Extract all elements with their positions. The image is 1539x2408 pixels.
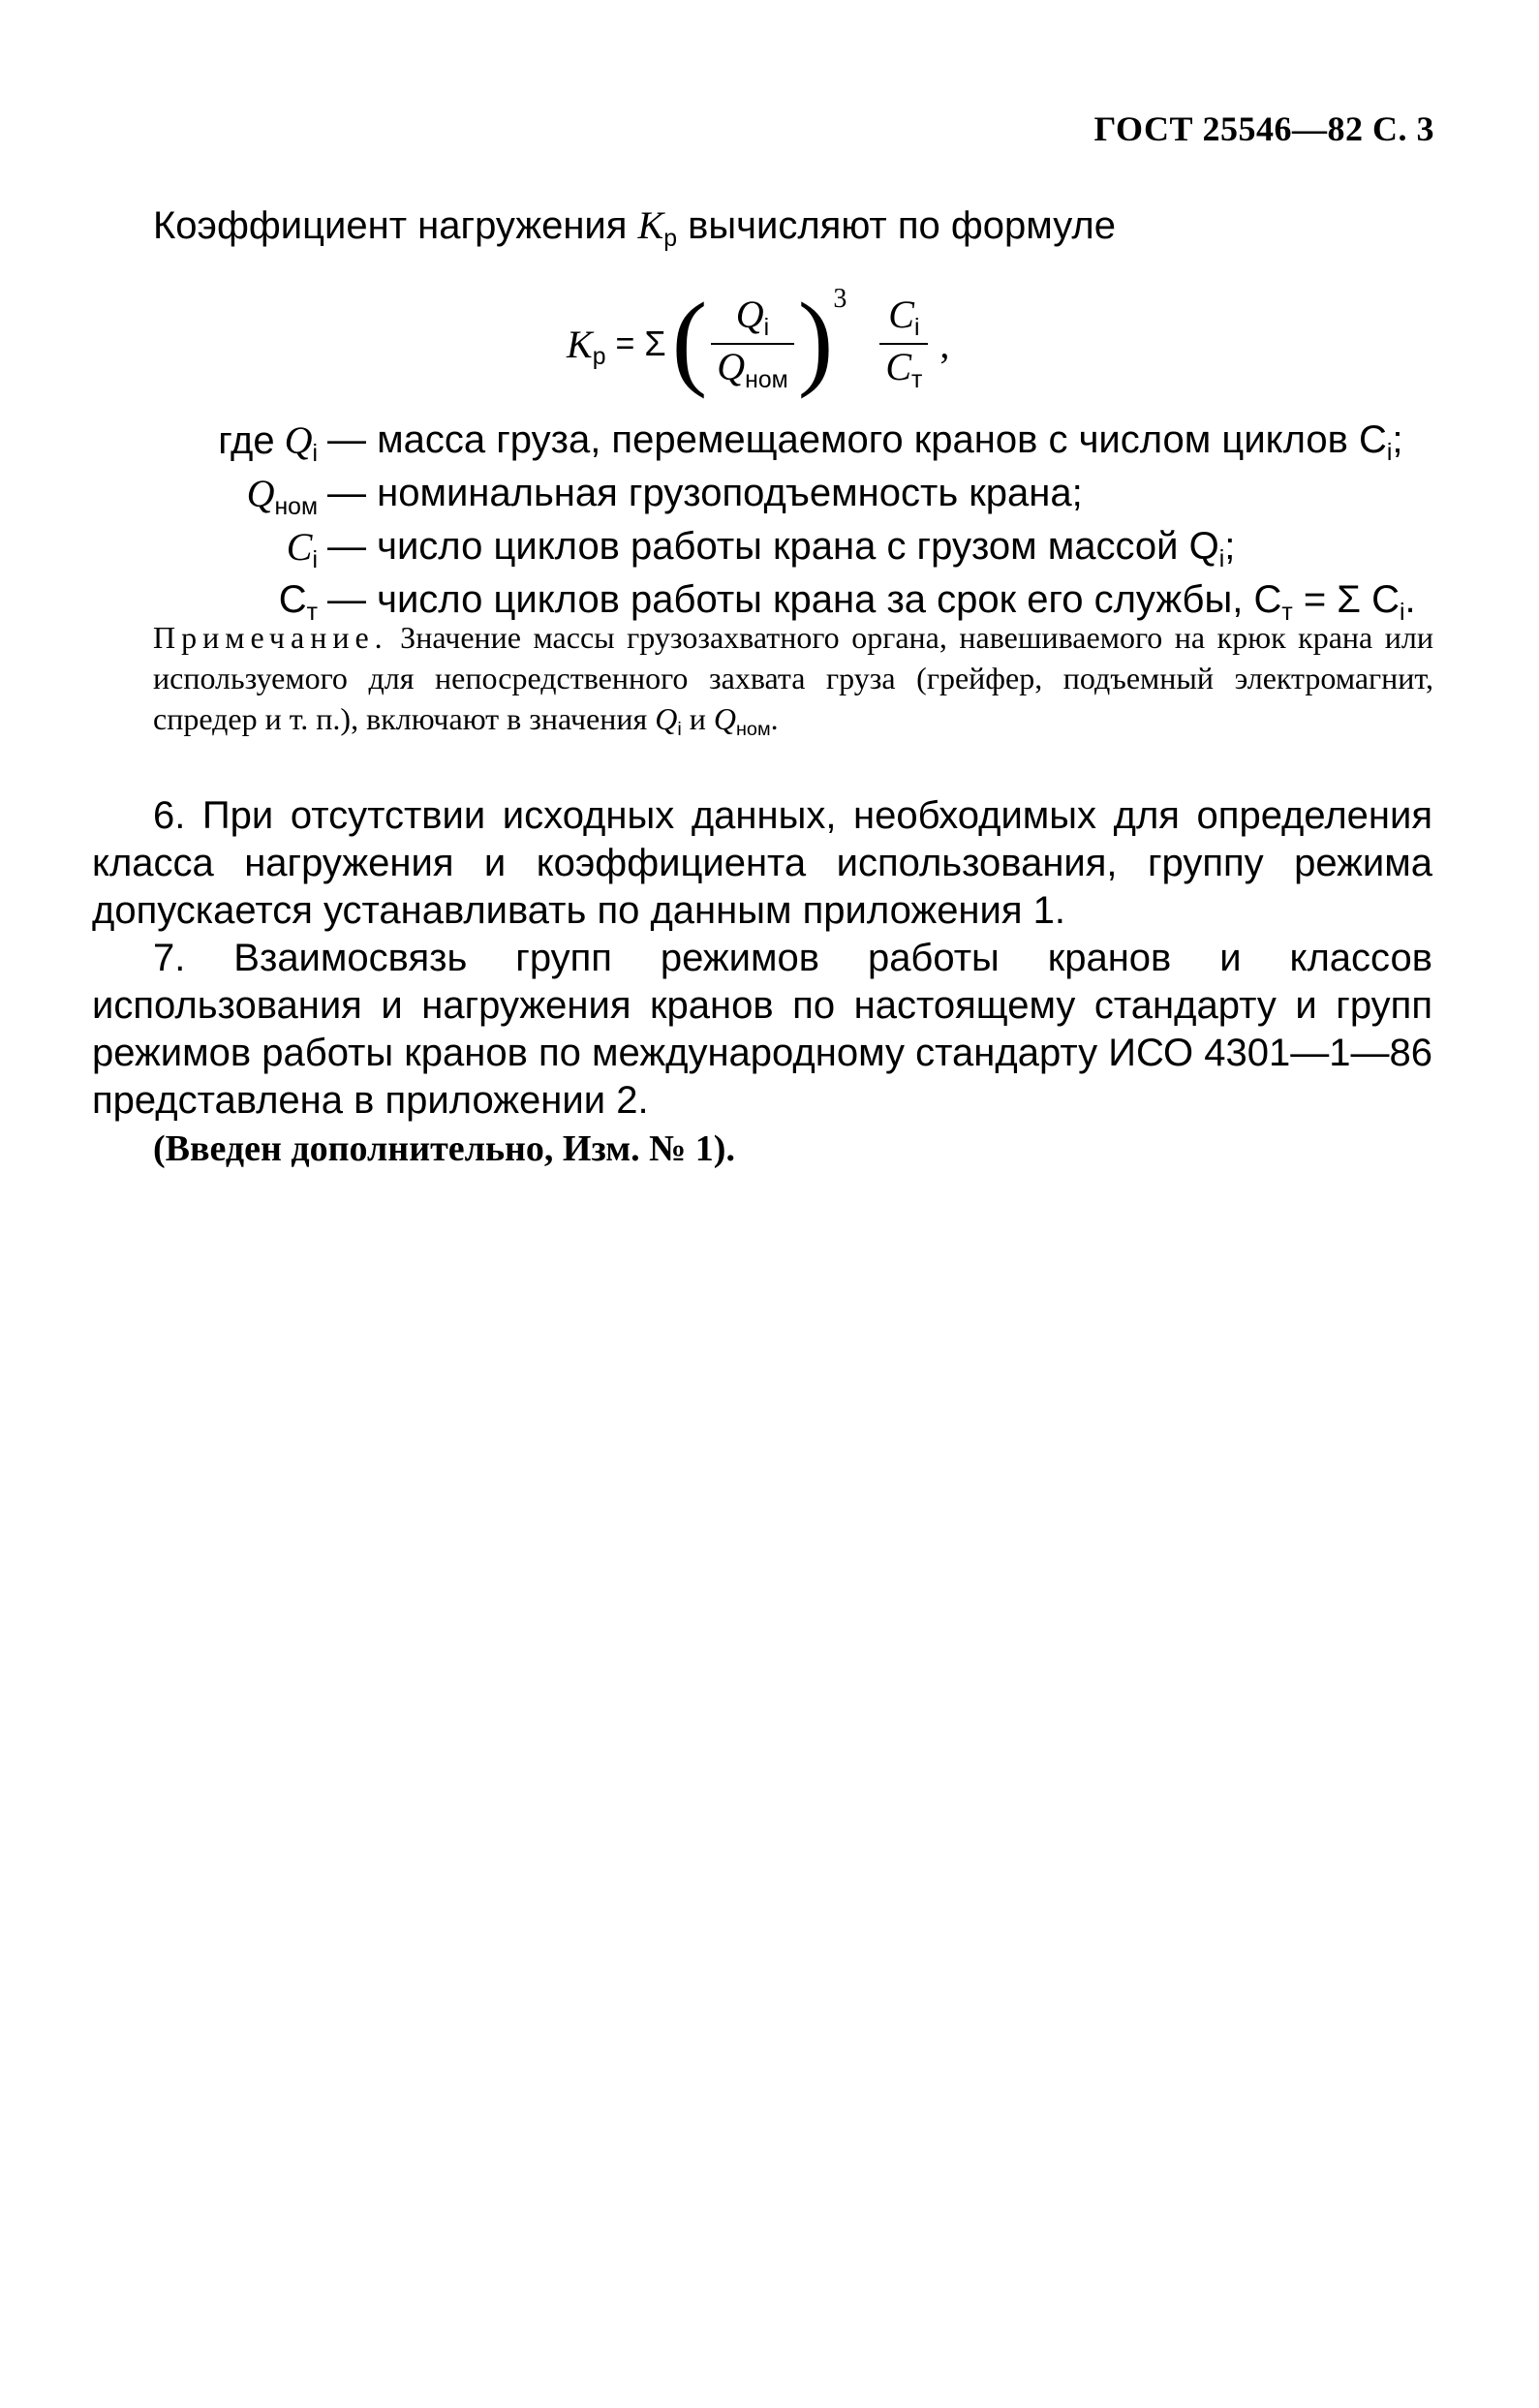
fraction-denominator: Qном [717,345,788,393]
formula-exponent: 3 [833,284,847,314]
note-block: Примечание. Значение массы грузозахватного органа, навешиваемого на крюк крана или используемого для непосредственного захвата груза (грейфер, подъемный электромагнит, спредер и т. п.), включают в значения Qi и Qном. [153,620,1433,741]
legend-item: Cт — число циклов работы крана за срок его службы, Cт = Σ Ci. [92,576,1448,629]
fraction-numerator: Ci [888,293,920,341]
legend-item: где Qi — масса груза, перемещаемого кранов с числом циклов Ci; [92,417,1448,470]
formula-lhs: Kр [567,322,606,371]
formula-legend [92,417,1448,629]
page-header: ГОСТ 25546—82 С. 3 [1093,109,1434,148]
intro-symbol: K [637,203,664,247]
legend-description: — масса груза, перемещаемого кранов с числом циклов Ci; [327,418,1403,466]
fraction-denominator: Cт [885,345,923,393]
formula-paren-open: ( [671,281,708,399]
paragraph-7: 7. Взаимосвязь групп режимов работы кранов и классов использования и нагружения кранов по настоящему стандарту и групп режимов работы кранов по международному стандарту ИСО 4301—1—86 представлена в приложении 2. [92,937,1432,1122]
intro-text-after: вычисляют по формуле [677,204,1116,247]
amendment-note: (Введен дополнительно, Изм. № 1). [153,1128,735,1169]
intro-symbol-sub: р [663,225,678,252]
formula-equals: = [615,324,635,362]
formula-fraction-cycles [879,293,928,395]
legend-description: — номинальная грузоподъемность крана; [327,472,1083,514]
note-text: Значение массы грузозахватного органа, навешиваемого на крюк крана или используемого для непосредственного захвата груза (грейфер, подъемный электромагнит, спредер и т. п.), включают в значения [153,620,1433,736]
formula-fraction-mass [711,293,793,395]
load-coefficient-formula [567,276,949,412]
note-label: Примечание. [153,620,388,655]
formula-intro [153,201,1493,256]
legend-item: Ci — число циклов работы крана с грузом массой Qi; [92,523,1448,576]
legend-where: где [218,419,275,462]
fraction-numerator: Qi [735,293,770,341]
formula-paren-close: ) [797,281,834,399]
intro-text-before: Коэффициент нагружения [153,204,638,247]
legend-item: Qном — номинальная грузоподъемность крана; [92,470,1448,523]
formula-comma: , [939,322,950,366]
formula-sum-sign: Σ [644,324,666,363]
paragraph-6: 6. При отсутствии исходных данных, необходимых для определения класса нагружения и коэффициента использования, группу режима допускается устанавливать по данным приложения 1. [92,794,1432,932]
legend-description: — число циклов работы крана за срок его службы, Cт = Σ Ci. [327,578,1416,626]
legend-description: — число циклов работы крана с грузом массой Qi; [327,525,1236,572]
